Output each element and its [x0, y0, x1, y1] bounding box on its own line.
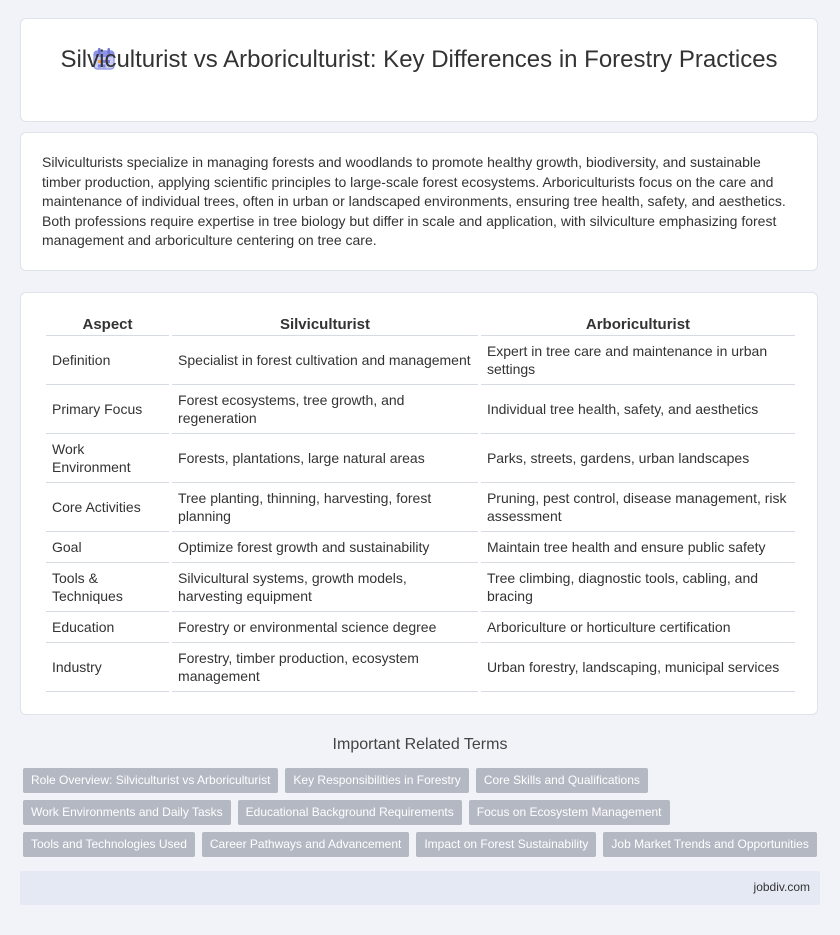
page-title: Silviculturist vs Arboriculturist: Key Differences in Forestry Practices	[60, 46, 778, 73]
comparison-card	[20, 292, 818, 715]
table-row	[46, 563, 795, 612]
cell-silviculturist: Forestry, timber production, ecosystem management	[172, 643, 478, 692]
related-terms-row	[23, 768, 648, 793]
related-terms-title: Important Related Terms	[332, 736, 508, 753]
related-term-chip[interactable]: Tools and Technologies Used	[23, 832, 195, 857]
cell-silviculturist: Optimize forest growth and sustainability	[172, 532, 478, 563]
footer-site-link[interactable]: jobdiv.com	[753, 880, 810, 894]
related-term-chip[interactable]: Educational Background Requirements	[238, 800, 462, 825]
table-row	[46, 434, 795, 483]
cell-silviculturist: Silvicultural systems, growth models, harvesting equipment	[172, 563, 478, 612]
cell-arboriculturist: Tree climbing, diagnostic tools, cabling, and bracing	[481, 563, 795, 612]
cell-silviculturist: Forest ecosystems, tree growth, and regeneration	[172, 385, 478, 434]
cell-aspect: Tools & Techniques	[46, 563, 169, 612]
cell-silviculturist: Tree planting, thinning, harvesting, forest planning	[172, 483, 478, 532]
related-term-chip[interactable]: Job Market Trends and Opportunities	[603, 832, 816, 857]
intro-card	[20, 132, 818, 271]
table-header-row	[46, 313, 795, 336]
title-card	[20, 18, 818, 122]
related-term-chip[interactable]: Core Skills and Qualifications	[476, 768, 648, 793]
cell-arboriculturist: Expert in tree care and maintenance in urban settings	[481, 336, 795, 385]
cell-arboriculturist: Urban forestry, landscaping, municipal services	[481, 643, 795, 692]
table-row	[46, 532, 795, 563]
related-term-chip[interactable]: Career Pathways and Advancement	[202, 832, 409, 857]
cell-aspect: Primary Focus	[46, 385, 169, 434]
table-row	[46, 643, 795, 692]
header-aspect: Aspect	[46, 313, 169, 336]
comparison-table	[43, 313, 798, 692]
cell-aspect: Definition	[46, 336, 169, 385]
related-terms-row	[23, 832, 817, 857]
header-silviculturist: Silviculturist	[172, 313, 478, 336]
table-row	[46, 336, 795, 385]
cell-aspect: Goal	[46, 532, 169, 563]
intro-paragraph: Silviculturists specialize in managing forests and woodlands to promote healthy growth, biodiversity, and sustainable timber production, applying scientific principles to large-scale forest ecosystems. Arboriculturists focus on the care and maintenance of individual trees, often in urban or landscaped environments, ensuring tree health, safety, and aesthetics. Both professions require expertise in tree biology but differ in scale and application, with silviculture emphasizing forest management and arboriculture centering on tree care.	[42, 154, 786, 248]
cell-arboriculturist: Maintain tree health and ensure public safety	[481, 532, 795, 563]
related-term-chip[interactable]: Work Environments and Daily Tasks	[23, 800, 231, 825]
cell-arboriculturist: Pruning, pest control, disease management, risk assessment	[481, 483, 795, 532]
cell-aspect: Education	[46, 612, 169, 643]
cell-aspect: Work Environment	[46, 434, 169, 483]
related-term-chip[interactable]: Impact on Forest Sustainability	[416, 832, 596, 857]
footer	[20, 871, 820, 905]
cell-arboriculturist: Individual tree health, safety, and aesthetics	[481, 385, 795, 434]
table-row	[46, 483, 795, 532]
cell-silviculturist: Forests, plantations, large natural areas	[172, 434, 478, 483]
related-terms-row	[23, 800, 670, 825]
cell-silviculturist: Forestry or environmental science degree	[172, 612, 478, 643]
table-row	[46, 385, 795, 434]
cell-aspect: Core Activities	[46, 483, 169, 532]
related-term-chip[interactable]: Focus on Ecosystem Management	[469, 800, 670, 825]
cell-silviculturist: Specialist in forest cultivation and management	[172, 336, 478, 385]
cell-aspect: Industry	[46, 643, 169, 692]
header-arboriculturist: Arboriculturist	[481, 313, 795, 336]
table-row	[46, 612, 795, 643]
cell-arboriculturist: Parks, streets, gardens, urban landscapes	[481, 434, 795, 483]
related-term-chip[interactable]: Key Responsibilities in Forestry	[285, 768, 468, 793]
cell-arboriculturist: Arboriculture or horticulture certification	[481, 612, 795, 643]
related-term-chip[interactable]: Role Overview: Silviculturist vs Arboriculturist	[23, 768, 278, 793]
